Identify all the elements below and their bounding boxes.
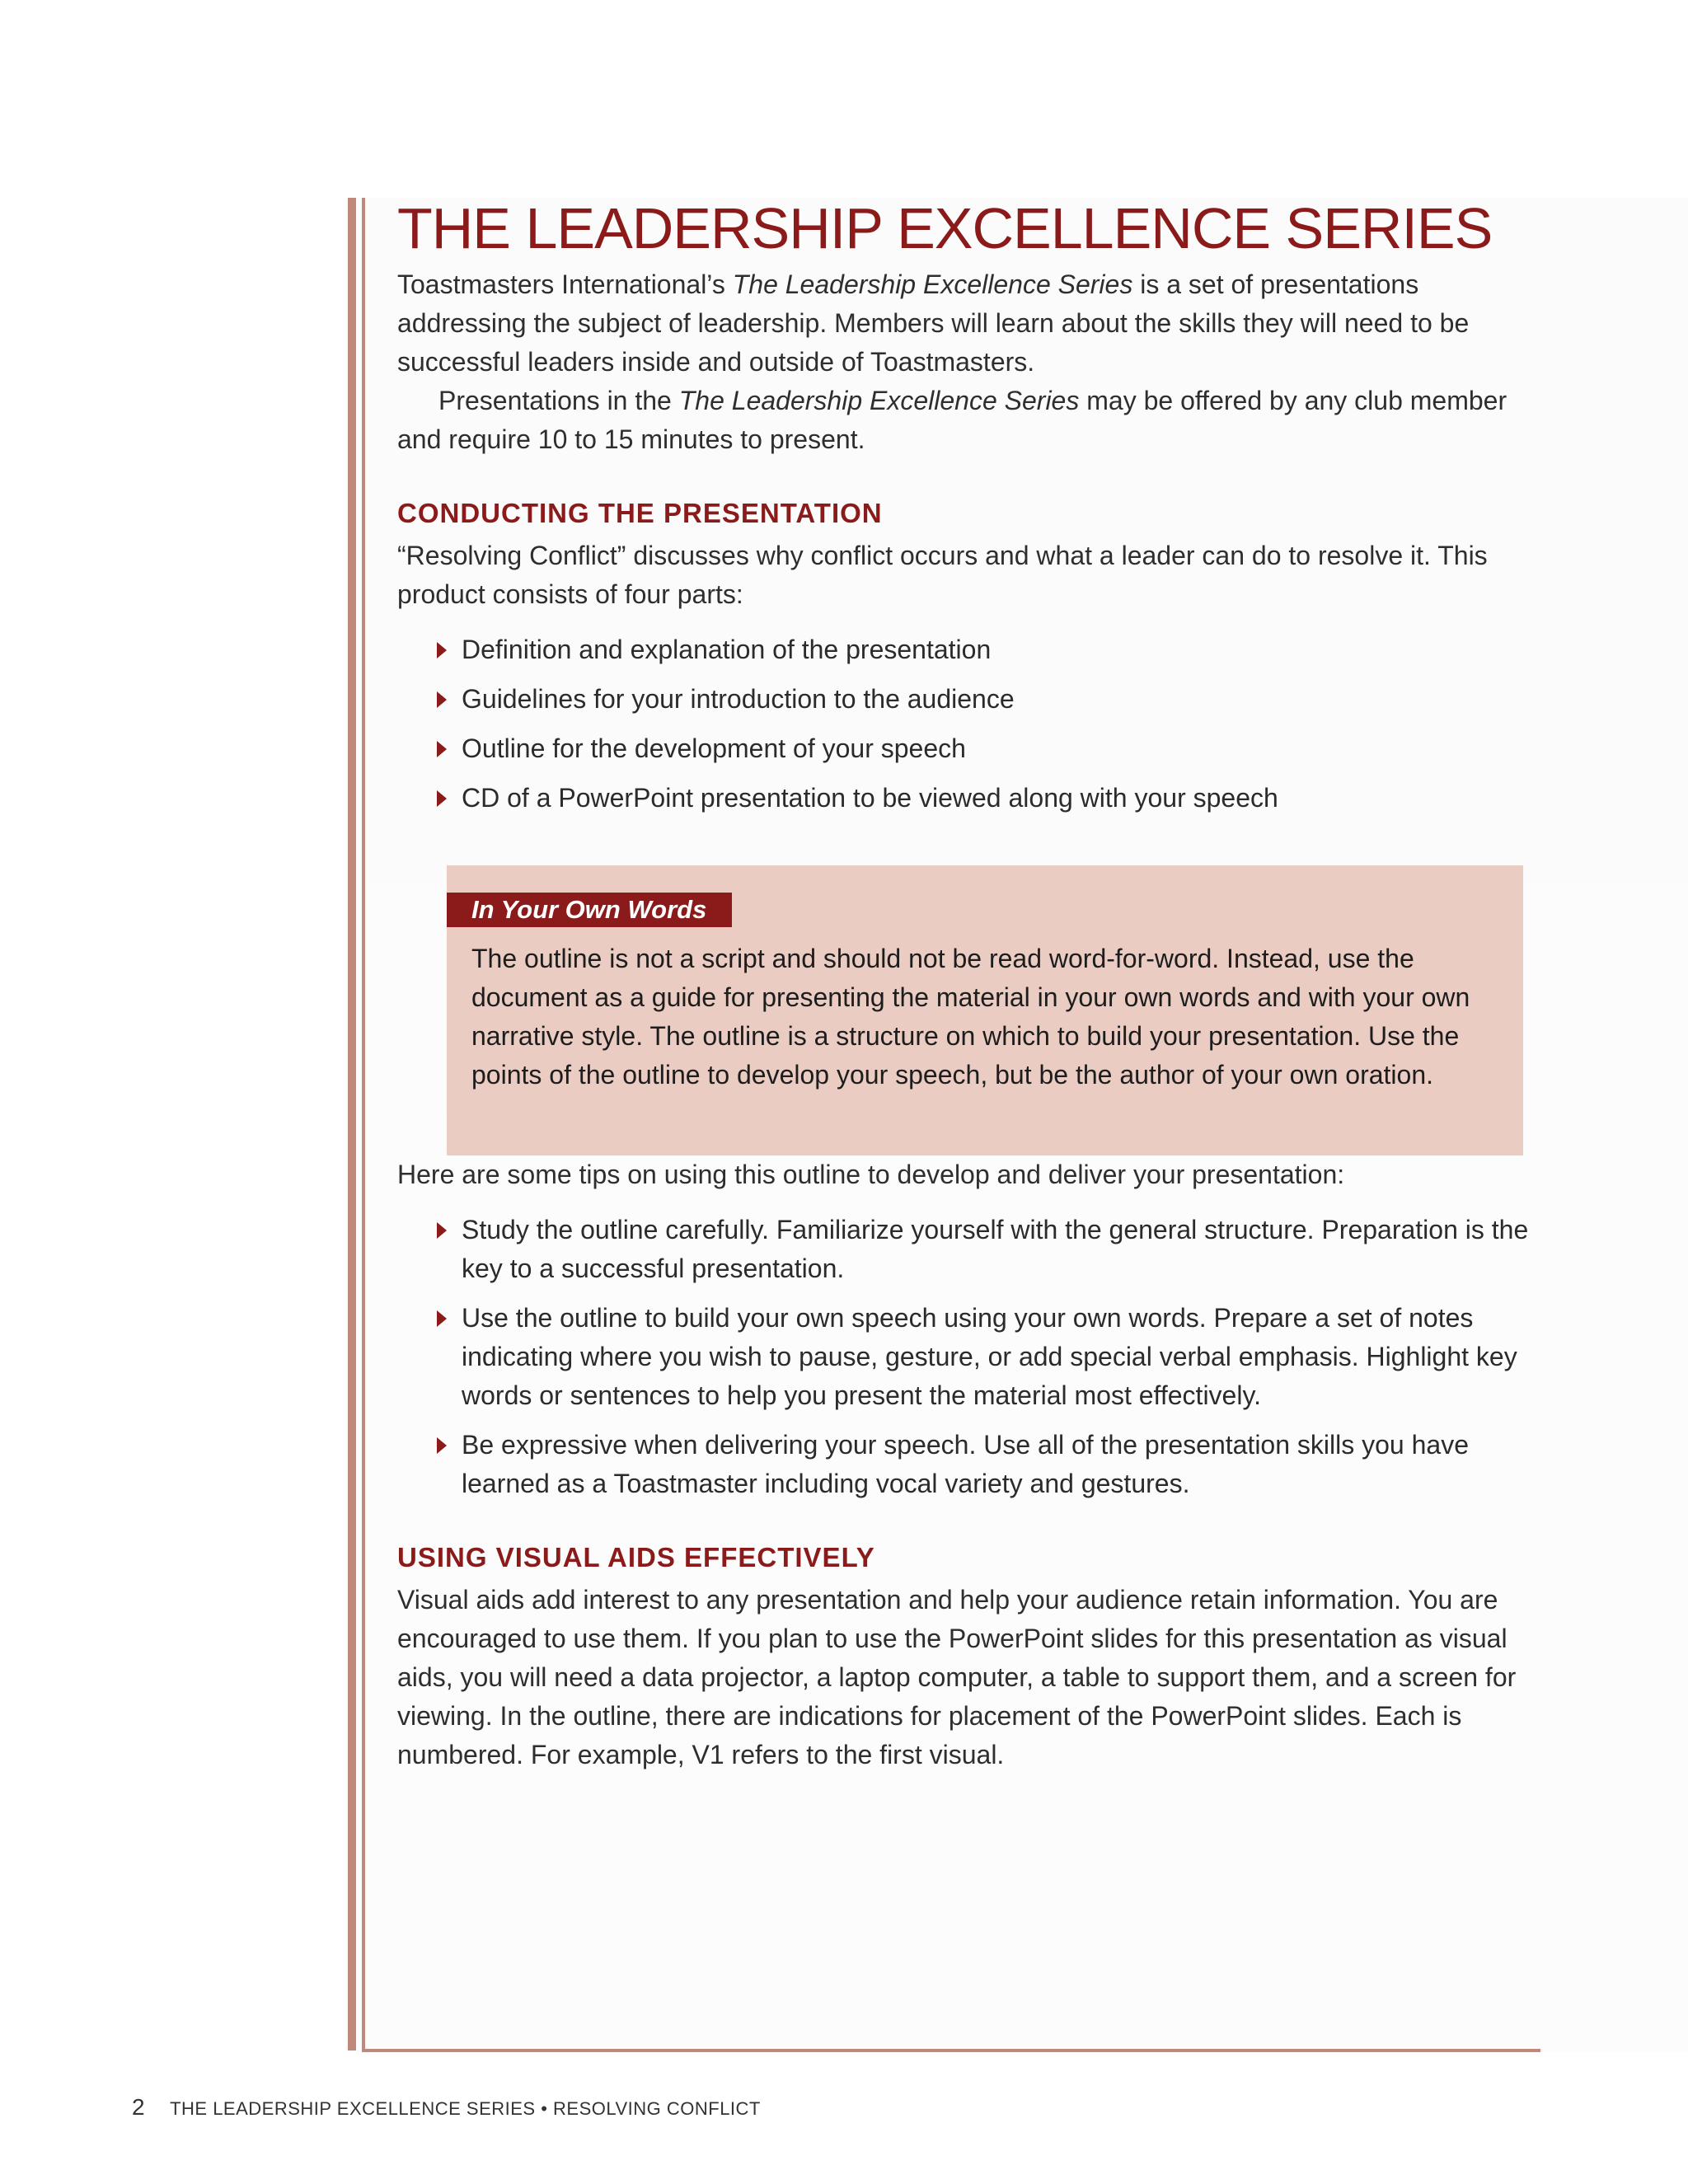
list-item-text: Study the outline carefully. Familiarize yourself with the general structure. Preparation is the key to a successful presentation. (462, 1215, 1529, 1283)
callout-tag: In Your Own Words (447, 893, 732, 927)
callout-text: The outline is not a script and should not be read word-for-word. Instead, use the document as a guide for presenting the material in your own words and with your own narrative style. The outline is a structure on which to build your presentation. Use the points of the outline to develop your speech, but be the author of your own oration. (471, 944, 1470, 1090)
bullet-triangle-icon (437, 1222, 447, 1239)
parts-list (397, 630, 1535, 818)
series-name: The Leadership Excellence Series (732, 269, 1133, 299)
list-item-text: Guidelines for your introduction to the audience (462, 684, 1015, 714)
tips-intro: Here are some tips on using this outline to develop and deliver your presentation: (397, 1160, 1345, 1189)
intro-text: may be offered by any club member and require 10 to 15 minutes to present. (397, 386, 1507, 454)
footer-text: THE LEADERSHIP EXCELLENCE SERIES • RESOLVING CONFLICT (170, 2098, 761, 2119)
list-item (437, 729, 1535, 768)
bullet-triangle-icon (437, 642, 447, 658)
list-item-text: Be expressive when delivering your speech. Use all of the presentation skills you have learned as a Toastmaster including vocal variety and gestures. (462, 1430, 1469, 1498)
left-accent-line (362, 198, 365, 2050)
list-item (437, 1426, 1535, 1503)
section-heading-conducting: CONDUCTING THE PRESENTATION (397, 498, 883, 528)
conducting-paragraph: “Resolving Conflict” discusses why conflict occurs and what a leader can do to resolve it. This product consists of four parts: (397, 541, 1488, 609)
left-accent-bar (348, 198, 356, 2050)
list-item (437, 1211, 1535, 1288)
callout-box (447, 865, 1523, 1155)
bullet-triangle-icon (437, 1310, 447, 1327)
bottom-rule (362, 2049, 1540, 2052)
visual-aids-paragraph: Visual aids add interest to any presentation and help your audience retain information. You are encouraged to use them. If you plan to use the PowerPoint slides for this presentation as visual aids, you will need a data projector, a laptop computer, a table to support them, and a screen for viewing. In the outline, there are indications for placement of the PowerPoint slides. Each is numbered. For example, V1 refers to the first visual. (397, 1585, 1517, 1769)
page-footer (132, 2094, 761, 2121)
list-item-text: Use the outline to build your own speech using your own words. Prepare a set of notes indicating where you wish to pause, gesture, or add special verbal emphasis. Highlight key words or sentences to help you present the material most effectively. (462, 1303, 1517, 1410)
intro-text: Presentations in the (438, 386, 679, 415)
page-number: 2 (132, 2094, 146, 2120)
intro-paragraph-2 (397, 382, 1535, 459)
list-item (437, 680, 1535, 719)
page-content (397, 191, 1535, 1774)
list-item (437, 779, 1535, 818)
intro-text: is a set of presentations addressing the subject of leadership. Members will learn about the skills they will need to be successful leaders inside and outside of Toastmasters. (397, 269, 1470, 377)
list-item (437, 1299, 1535, 1415)
list-item-text: Definition and explanation of the presentation (462, 635, 992, 664)
section-heading-visual-aids: USING VISUAL AIDS EFFECTIVELY (397, 1542, 875, 1572)
bullet-triangle-icon (437, 691, 447, 708)
series-name: The Leadership Excellence Series (678, 386, 1080, 415)
list-item-text: Outline for the development of your speech (462, 733, 966, 763)
bullet-triangle-icon (437, 741, 447, 757)
intro-paragraph (397, 265, 1535, 382)
bullet-triangle-icon (437, 790, 447, 807)
list-item (437, 630, 1535, 669)
tips-list (397, 1211, 1535, 1503)
bullet-triangle-icon (437, 1437, 447, 1454)
intro-text: Toastmasters International’s (397, 269, 733, 299)
list-item-text: CD of a PowerPoint presentation to be viewed along with your speech (462, 783, 1278, 813)
page-title: THE LEADERSHIP EXCELLENCE SERIES (397, 196, 1493, 260)
